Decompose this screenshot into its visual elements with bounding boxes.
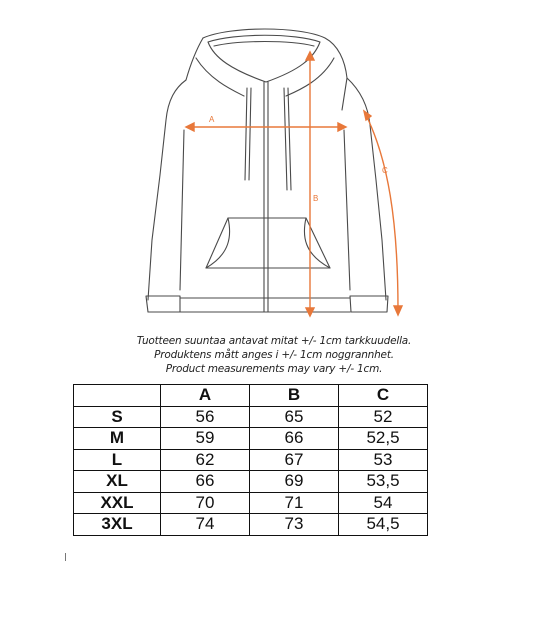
size-table-header-row: [74, 385, 428, 407]
table-row: [74, 514, 428, 536]
cell-c: 52: [339, 406, 428, 428]
table-row: [74, 492, 428, 514]
cell-c: 54,5: [339, 514, 428, 536]
size-column-header: [74, 385, 161, 407]
cell-b: 66: [250, 428, 339, 450]
measurement-note-swedish: Produktens mått anges i +/- 1cm noggrannhet.: [154, 349, 394, 361]
column-header-b: B: [250, 385, 339, 407]
cell-c: 53,5: [339, 471, 428, 493]
size-label: XXL: [74, 492, 161, 514]
size-label: 3XL: [74, 514, 161, 536]
cell-b: 67: [250, 449, 339, 471]
cell-b: 69: [250, 471, 339, 493]
size-label: XL: [74, 471, 161, 493]
column-header-a: A: [161, 385, 250, 407]
measurement-lines: [186, 52, 402, 316]
cell-b: 73: [250, 514, 339, 536]
cell-a: 56: [161, 406, 250, 428]
dimension-label-c: C: [382, 166, 388, 175]
table-row: [74, 449, 428, 471]
hoodie-outline: [146, 29, 388, 312]
cell-a: 74: [161, 514, 250, 536]
dimension-label-b: B: [313, 194, 319, 203]
cell-c: 52,5: [339, 428, 428, 450]
cell-a: 70: [161, 492, 250, 514]
size-label: M: [74, 428, 161, 450]
table-row: [74, 428, 428, 450]
table-row: [74, 406, 428, 428]
column-header-c: C: [339, 385, 428, 407]
cell-a: 59: [161, 428, 250, 450]
measurement-note-finnish: Tuotteen suuntaa antavat mitat +/- 1cm tarkkuudella.: [136, 335, 412, 347]
cell-b: 65: [250, 406, 339, 428]
cell-c: 53: [339, 449, 428, 471]
cell-c: 54: [339, 492, 428, 514]
size-label: S: [74, 406, 161, 428]
stray-mark: [65, 553, 66, 561]
measurement-note-english: Product measurements may vary +/- 1cm.: [165, 363, 383, 375]
cell-a: 62: [161, 449, 250, 471]
cell-b: 71: [250, 492, 339, 514]
size-label: L: [74, 449, 161, 471]
cell-a: 66: [161, 471, 250, 493]
size-table: [73, 384, 428, 536]
dimension-label-a: A: [209, 115, 215, 124]
table-row: [74, 471, 428, 493]
